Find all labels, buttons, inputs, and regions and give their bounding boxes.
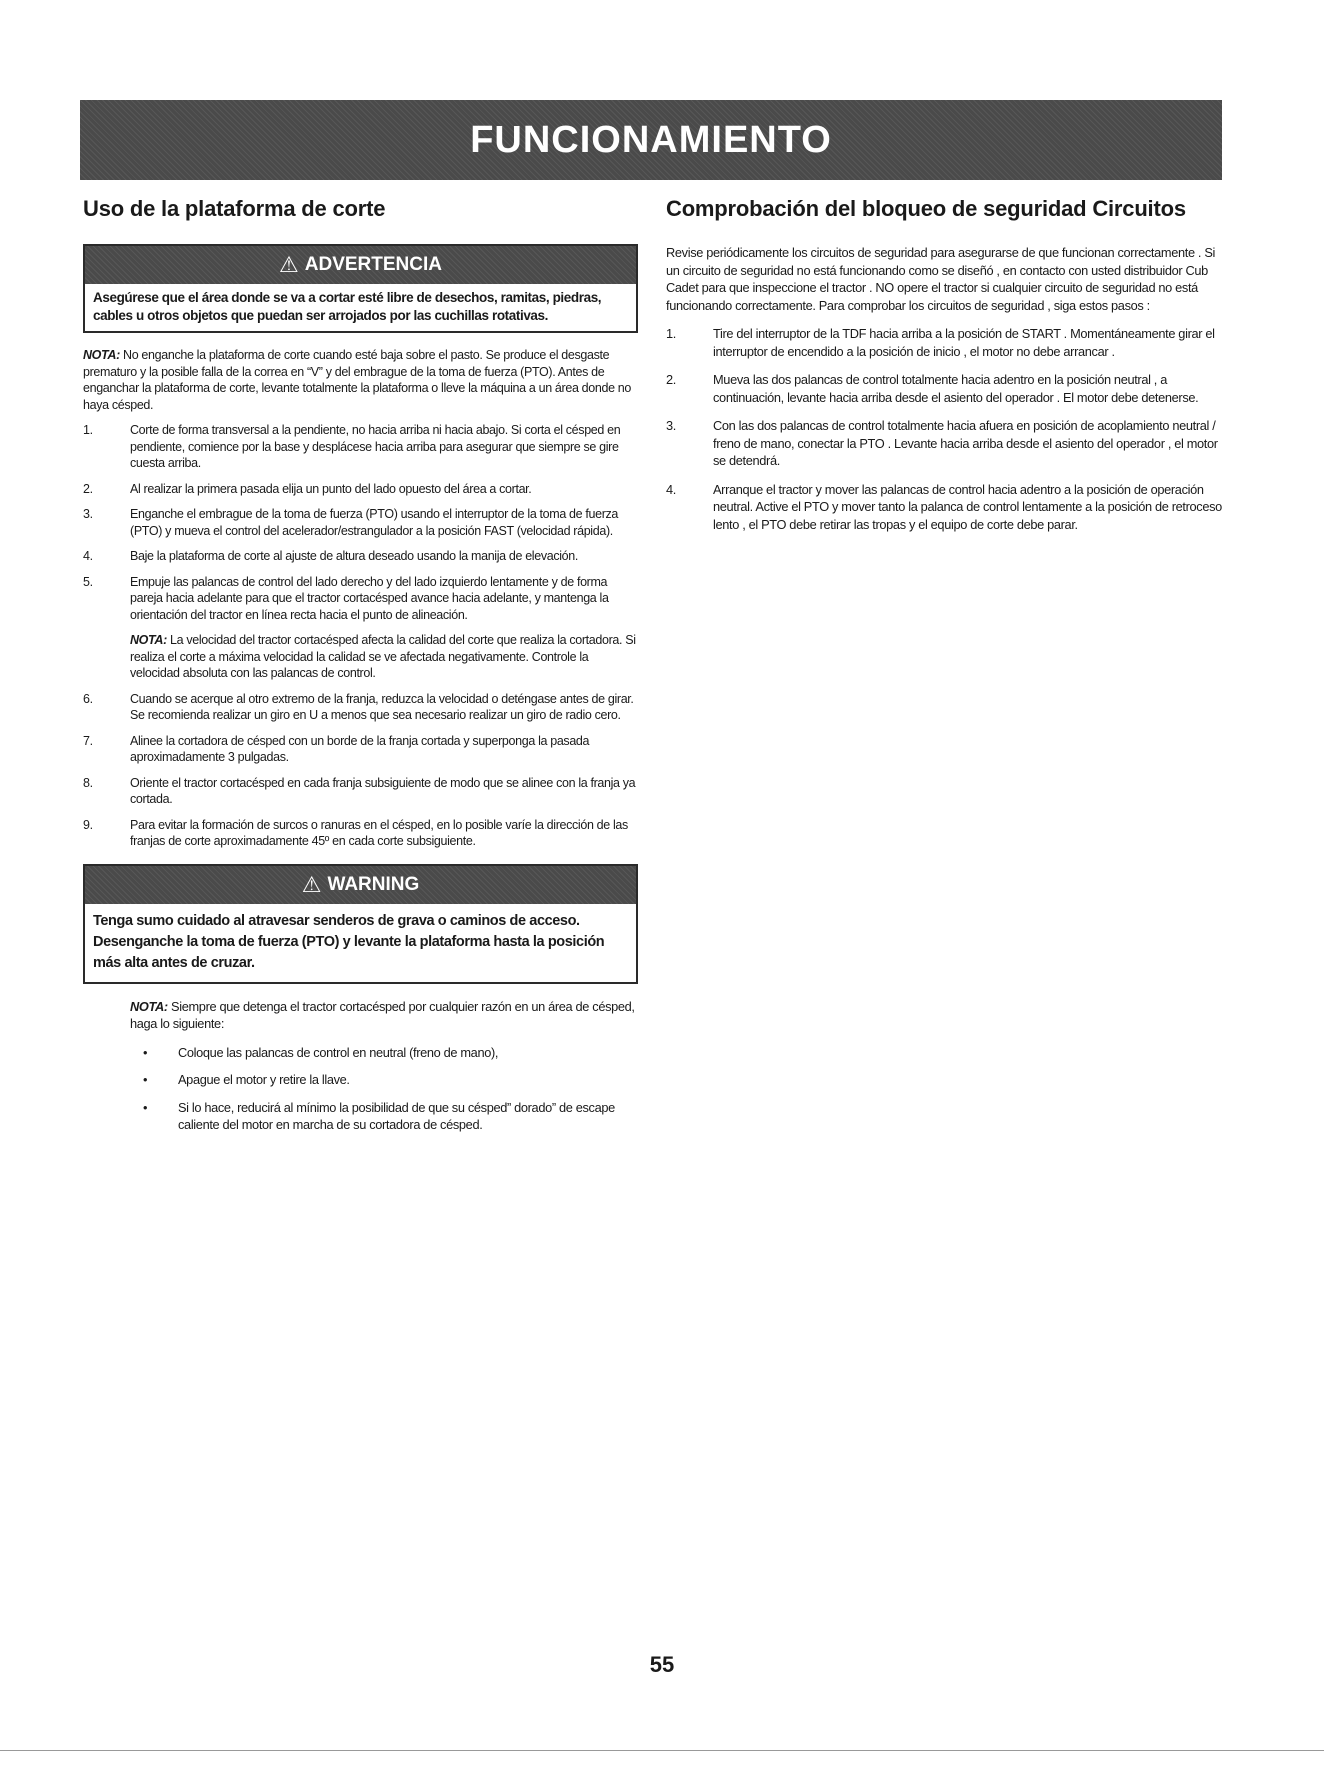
nota-paragraph [83, 347, 638, 413]
bullet-icon: • [143, 1044, 148, 1060]
warning-header [85, 866, 636, 904]
bullet-text: Apague el motor y retire la llave. [178, 1072, 350, 1087]
bullet-icon: • [143, 1099, 148, 1115]
step-number: 2. [83, 481, 93, 496]
step-number: 7. [83, 733, 93, 748]
list-item [666, 371, 1226, 406]
warning-box-warning [83, 864, 638, 984]
bottom-rule [0, 1750, 1324, 1751]
list-item [83, 691, 638, 724]
list-item [666, 417, 1226, 470]
bullet-icon: • [143, 1072, 148, 1087]
nota-label: NOTA: [130, 633, 167, 647]
list-item [130, 1044, 638, 1062]
step-number: 5. [83, 574, 93, 589]
bullet-text: Coloque las palancas de control en neutral (freno de mano), [178, 1044, 499, 1060]
section-banner [80, 100, 1222, 180]
step-text: Para evitar la formación de surcos o ranuras en el césped, en lo posible varíe la dirección de las franjas de corte aproximadamente 45º en cada corte subsiguiente. [130, 817, 628, 848]
warning-box-advertencia [83, 244, 638, 333]
left-column [83, 196, 638, 1144]
step-text: Al realizar la primera pasada elija un punto del lado opuesto del área a cortar. [130, 481, 532, 496]
step-text: Alinee la cortadora de césped con un borde de la franja cortada y superponga la pasada aproximadamente 3 pulgadas. [130, 733, 590, 764]
step-number: 8. [83, 775, 93, 790]
list-item [130, 1099, 638, 1134]
list-item [83, 506, 638, 539]
list-item [666, 481, 1226, 534]
step-text: Empuje las palancas de control del lado derecho y del lado izquierdo lentamente y de forma pareja hacia adelante para que el tractor cortacésped avance hacia adelante, y mantenga la orientación del tractor en línea recta hacia el punto de alineación. [130, 574, 609, 622]
step-number: 1. [666, 326, 676, 341]
step-number: 4. [666, 481, 676, 497]
list-item [83, 817, 638, 850]
step-number: 3. [83, 507, 93, 521]
warning-triangle-icon: ⚠ [279, 252, 299, 277]
step-number: 6. [83, 691, 93, 706]
step-text: Baje la plataforma de corte al ajuste de altura deseado usando la manija de elevación. [130, 549, 578, 563]
warning-text: Tenga sumo cuidado al atravesar senderos de grava o caminos de acceso. Desenganche la toma de fuerza (PTO) y levante la plataforma hasta la posición más alta antes de cruzar. [93, 912, 605, 971]
step-text: Mueva las dos palancas de control totalmente hacia adentro en la posición neutral , a continuación, levante hacia arriba desde el asiento del operador . El motor debe detenerse. [713, 372, 1199, 405]
page-number: 55 [649, 1652, 675, 1677]
right-section-title: Comprobación del bloqueo de seguridad Circuitos [666, 196, 1186, 221]
list-item [666, 325, 1226, 360]
safety-intro-paragraph: Revise periódicamente los circuitos de seguridad para asegurarse de que funcionan correctamente . Si un circuito de seguridad no está funcionando como se diseñó , en contacto con usted distribuidor Cub Cadet para que inspeccione el tractor . NO opere el tractor si cualquier circuito de seguridad no está funcionando correctamente. Para comprobar los circuitos de seguridad , siga estos pasos : [666, 245, 1216, 313]
warning-header [85, 246, 636, 284]
nota-paragraph [83, 632, 638, 682]
stop-bullets-list [130, 1044, 638, 1134]
list-item [83, 548, 638, 565]
warning-heading: ADVERTENCIA [304, 254, 442, 275]
step-text: Cuando se acerque al otro extremo de la franja, reduzca la velocidad o deténgase antes de girar. Se recomienda realizar un giro en U a menos que sea necesario realizar un giro de radio cero. [130, 691, 634, 722]
right-column [666, 196, 1226, 544]
step-number: 2. [666, 372, 676, 387]
step-text: Tire del interruptor de la TDF hacia arriba a la posición de START . Momentáneamente girar el interruptor de encendido a la posición de inicio , el motor no debe arrancar . [713, 326, 1215, 359]
step-text: Arranque el tractor y mover las palancas de control hacia adentro a la posición de operación neutral. Active el PTO y mover tanto la palanca de control lentamente a la posición de retroceso lento , el PTO debe retirar las tropas y el equipo de corte debe parar. [713, 481, 1222, 532]
mowing-steps-list-continued [83, 691, 638, 850]
step-number: 4. [83, 549, 93, 563]
step-text: Con las dos palancas de control totalmente hacia afuera en posición de acoplamiento neutral / freno de mano, conectar la PTO . Levante hacia arriba desde el asiento del operador , el motor se detendrá. [713, 418, 1218, 468]
list-item [83, 733, 638, 766]
nota-text: No enganche la plataforma de corte cuando esté baja sobre el pasto. Se produce el desgaste prematuro y la posible falla de la correa en “V” y del embrague de la toma de fuerza (PTO). Antes de enganchar la plataforma de corte, levante totalmente la plataforma o lleve la máquina a un área donde no haya césped. [83, 348, 632, 412]
nota-text: La velocidad del tractor cortacésped afecta la calidad del corte que realiza la cortadora. Si realiza el corte a máxima velocidad la calidad se ve afectada negativamente. Controle la velocidad absoluta con las palancas de control. [130, 633, 636, 680]
step-number: 3. [666, 418, 676, 433]
left-section-title: Uso de la plataforma de corte [83, 196, 386, 221]
list-item [83, 574, 638, 624]
nota-paragraph [130, 998, 638, 1033]
list-item [83, 422, 638, 472]
nota-label: NOTA: [130, 998, 168, 1014]
list-item [83, 481, 638, 498]
step-text: Enganche el embrague de la toma de fuerza (PTO) usando el interruptor de la toma de fuerza (PTO) y mueva el control del acelerador/estrangulador a la posición FAST (velocidad rápida). [130, 507, 619, 538]
step-text: Oriente el tractor cortacésped en cada franja subsiguiente de modo que se alinee con la franja ya cortada. [130, 775, 636, 806]
list-item [83, 775, 638, 808]
safety-steps-list [666, 325, 1226, 533]
mowing-steps-list [83, 422, 638, 623]
nota-text: Siempre que detenga el tractor cortacésped por cualquier razón en un área de césped, haga lo siguiente: [130, 998, 635, 1031]
warning-text: Asegúrese que el área donde se va a cortar esté libre de desechos, ramitas, piedras, cables u otros objetos que puedan ser arrojados por las cuchillas rotativas. [93, 290, 602, 323]
warning-heading: WARNING [327, 873, 420, 895]
nota-label: NOTA: [83, 348, 120, 362]
step-text: Corte de forma transversal a la pendiente, no hacia arriba ni hacia abajo. Si corta el césped en pendiente, comience por la base y desplácese hacia arriba para asegurar que siempre se gire cuesta arriba. [130, 423, 621, 470]
banner-title: FUNCIONAMIENTO [470, 118, 832, 161]
list-item [130, 1071, 638, 1089]
step-number: 1. [83, 423, 93, 437]
stop-procedure-block [83, 998, 638, 1134]
warning-triangle-icon: ⚠ [301, 871, 322, 897]
bullet-text: Si lo hace, reducirá al mínimo la posibilidad de que su césped” dorado” de escape caliente del motor en marcha de su cortadora de césped. [178, 1099, 615, 1132]
step-number: 9. [83, 817, 93, 832]
